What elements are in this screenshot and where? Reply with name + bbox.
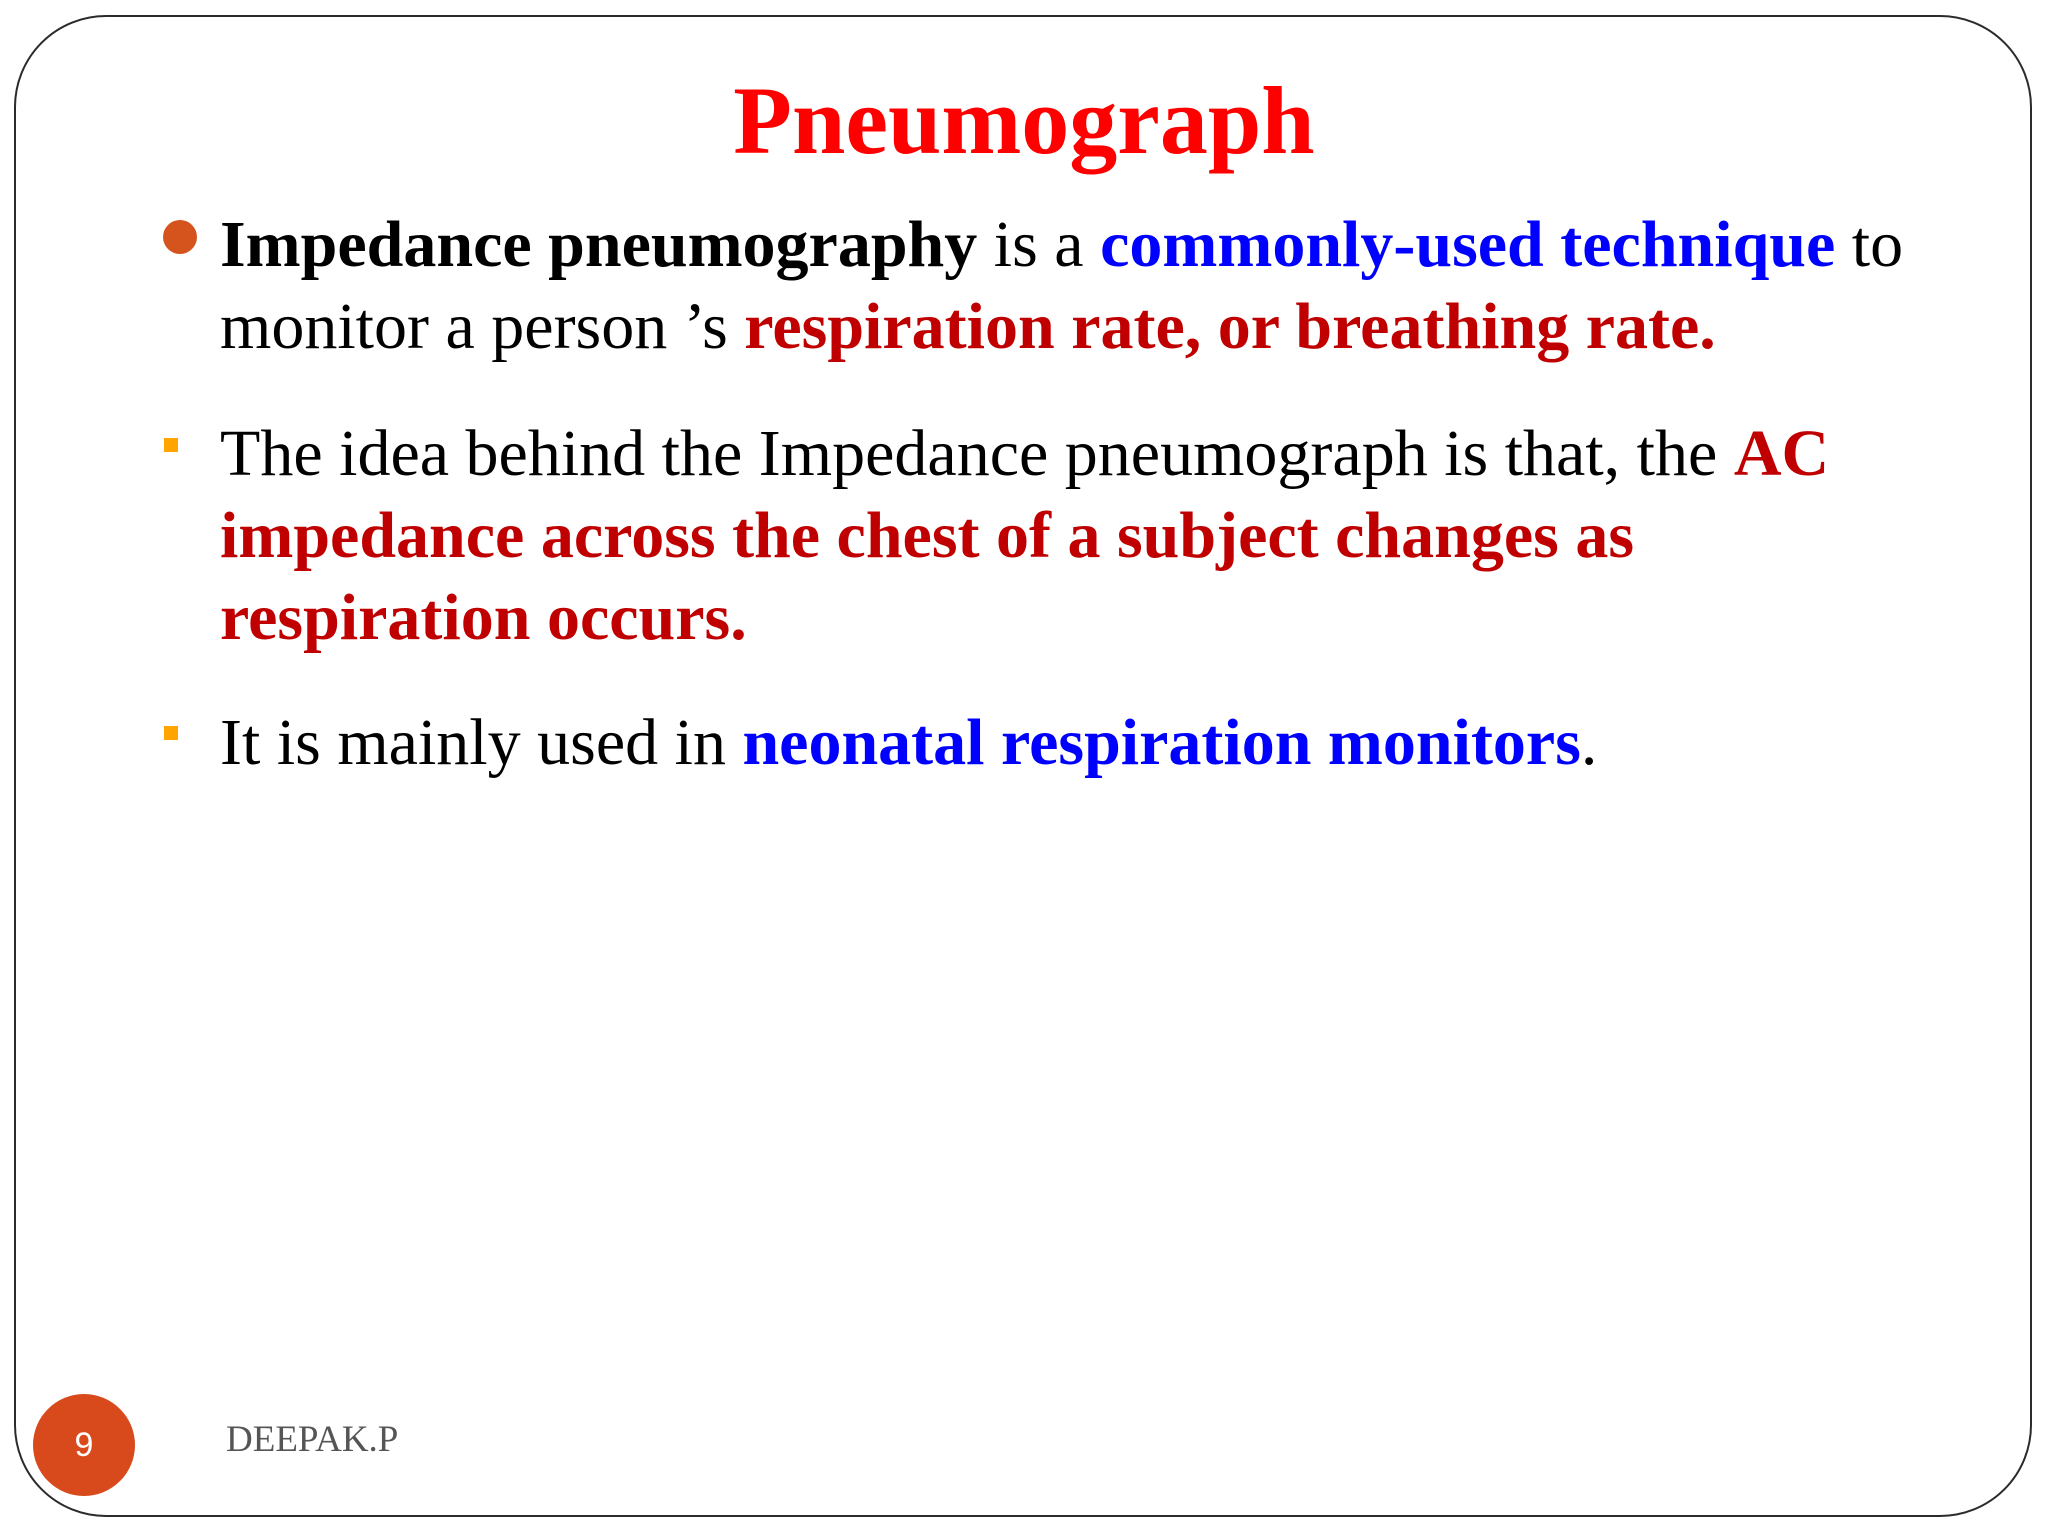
square-bullet-icon: [164, 438, 178, 452]
bullet-1-highlight-rate: respiration rate, or breathing rate.: [744, 290, 1716, 363]
bullet-3-highlight: neonatal respiration monitors: [742, 706, 1581, 779]
circle-bullet-icon: [163, 220, 197, 254]
bullet-3-intro: It is mainly used in: [220, 706, 743, 779]
bullet-3-period: .: [1580, 706, 1598, 779]
bullet-2-text: [220, 413, 1920, 659]
bullet-3-text: [220, 702, 1920, 784]
bullet-1-highlight-technique: commonly-used technique: [1100, 208, 1836, 281]
bullet-1-connector: is a: [977, 208, 1101, 281]
page-number-badge: 9: [33, 1394, 135, 1496]
bullet-1-term: Impedance pneumography: [220, 208, 978, 281]
footer-author: DEEPAK.P: [226, 1419, 399, 1460]
bullet-1-connector-2: to monitor a person ’s: [220, 208, 1904, 363]
bullet-1-text: [220, 204, 1920, 368]
square-bullet-icon: [164, 726, 178, 740]
bullet-2-highlight: AC impedance across the chest of a subject changes as respiration occurs.: [220, 417, 1830, 654]
bullet-2-intro: The idea behind the Impedance pneumograph is that, the: [220, 417, 1734, 490]
slide-title: Pneumograph: [733, 67, 1315, 174]
